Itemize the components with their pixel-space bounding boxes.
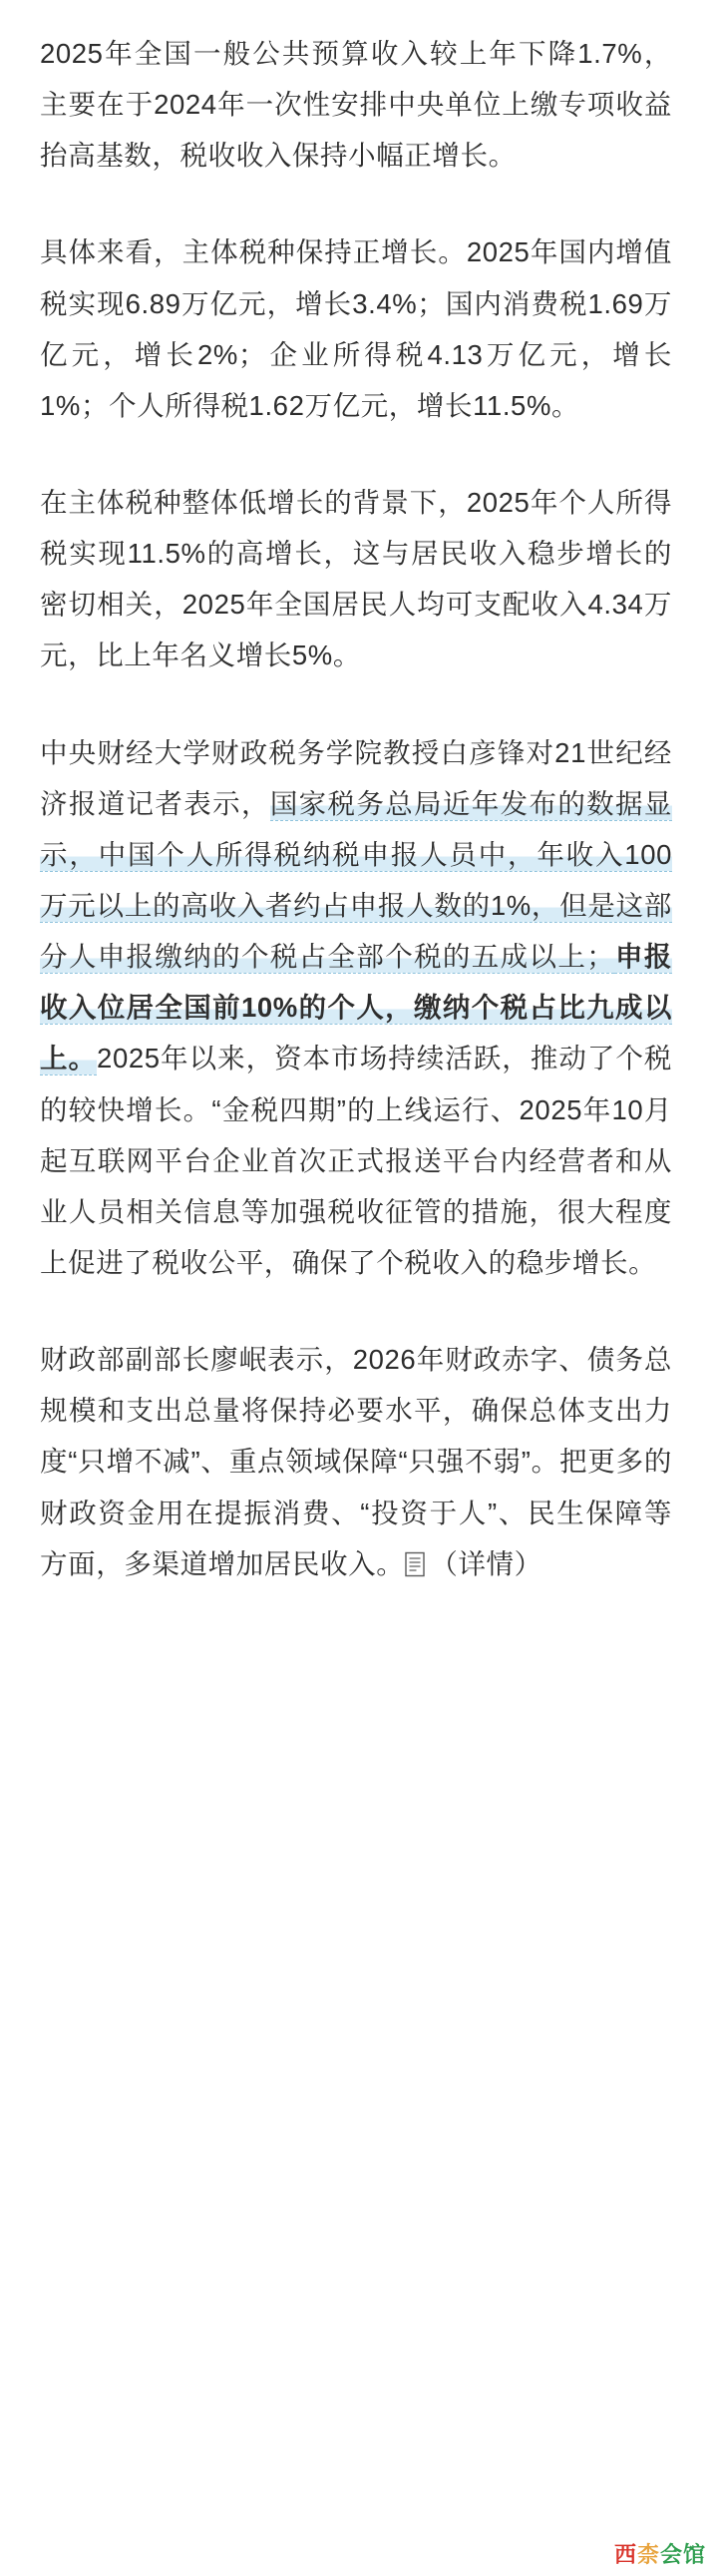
paragraph-2-text: 具体来看，主体税种保持正增长。2025年国内增值税实现6.89万亿元，增长3.4%；国内消费税1.69万亿元，增长2%；企业所得税4.13万亿元，增长1%；个人所得税1.62万亿元，增长11.5%。 bbox=[40, 236, 672, 421]
paragraph-5-text: 财政部副部长廖岷表示，2026年财政赤字、债务总规模和支出总量将保持必要水平，确保总体支出力度“只增不减”、重点领域保障“只强不弱”。把更多的财政资金用在提振消费、“投资于人”、民生保障等方面，多渠道增加居民收入。 bbox=[40, 1344, 672, 1579]
detail-link[interactable]: （详情） bbox=[430, 1547, 542, 1579]
watermark bbox=[614, 2544, 706, 2566]
paragraph-2 bbox=[40, 226, 672, 431]
paragraph-1 bbox=[40, 28, 672, 181]
paragraph-4-text-lead: 中央财经大学财政税务学院教授白彦锋对21世纪经济报道记者表示， bbox=[40, 736, 672, 819]
document-icon bbox=[404, 1542, 426, 1568]
watermark-part-1: 西 bbox=[613, 2542, 637, 2567]
paragraph-4-highlight-strong: 申报收入位居全国前10%的个人，缴纳个税占比九成以上。 bbox=[40, 941, 673, 1074]
paragraph-5 bbox=[40, 1334, 672, 1589]
paragraph-4-highlight: 国家税务总局近年发布的数据显示，中国个人所得税纳税申报人员中，年收入100万元以上的高收入者约占申报人数的1%，但是这部分人申报缴纳的个税占全部个税的五成以上； bbox=[40, 787, 672, 973]
paragraph-1-text: 2025年全国一般公共预算收入较上年下降1.7%，主要在于2024年一次性安排中央单位上缴专项收益抬高基数，税收收入保持小幅正增长。 bbox=[40, 38, 672, 172]
paragraph-4 bbox=[40, 727, 672, 1289]
watermark-part-3: 会馆 bbox=[659, 2542, 706, 2567]
paragraph-3-text: 在主体税种整体低增长的背景下，2025年个人所得税实现11.5%的高增长，这与居民收入稳步增长的密切相关，2025年全国居民人均可支配收入4.34万元，比上年名义增长5%。 bbox=[40, 486, 672, 671]
paragraph-4-text-tail: 2025年以来，资本市场持续活跃，推动了个税的较快增长。“金税四期”的上线运行、2025年10月起互联网平台企业首次正式报送平台内经营者和从业人员相关信息等加强税收征管的措施，很大程度上促进了税收公平，确保了个税收入的稳步增长。 bbox=[40, 1043, 673, 1278]
watermark-part-2: 柰 bbox=[636, 2542, 660, 2567]
paragraph-3 bbox=[40, 477, 672, 681]
